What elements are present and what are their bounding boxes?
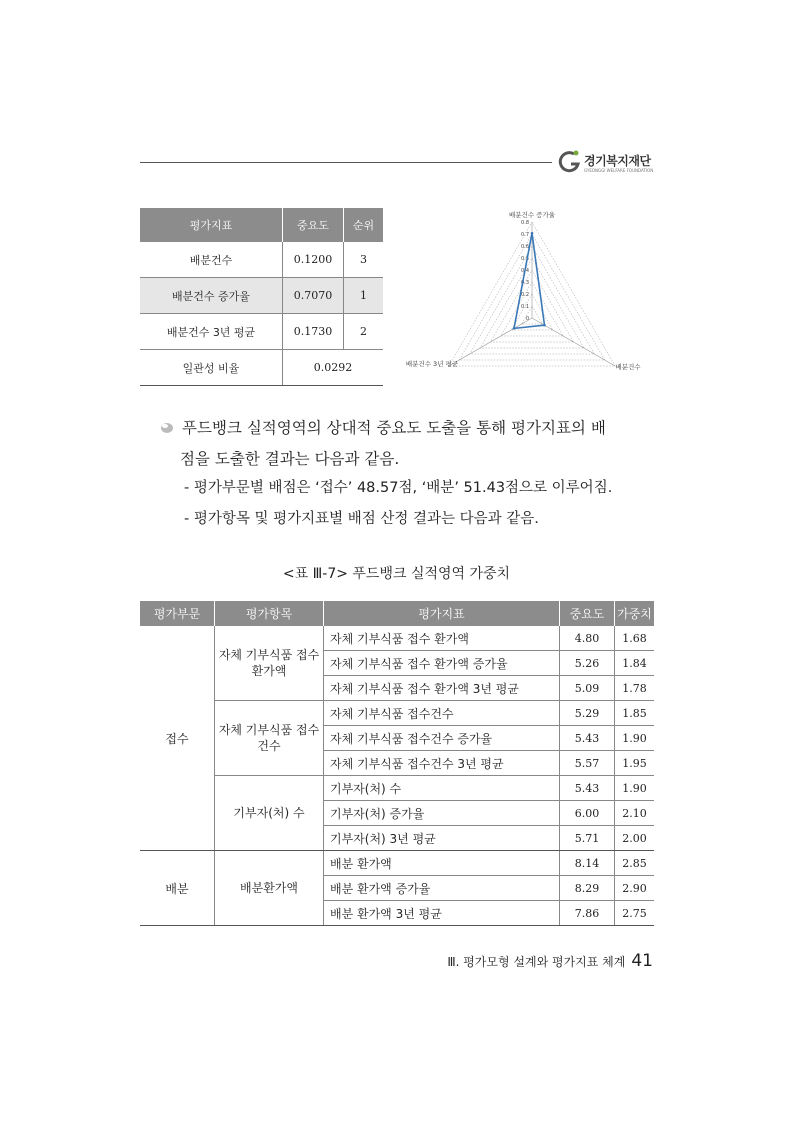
weight-cell: 2.75 bbox=[615, 901, 655, 926]
rank-cell: 1 bbox=[344, 278, 384, 314]
importance-table bbox=[140, 208, 383, 386]
importance-cell: 5.71 bbox=[560, 826, 615, 851]
weight-cell: 1.78 bbox=[615, 676, 655, 701]
importance-cell: 5.43 bbox=[560, 776, 615, 801]
radar-point bbox=[531, 232, 534, 235]
sub-bullet-results: - 평가항목 및 평가지표별 배점 산정 결과는 다음과 같음. bbox=[184, 511, 539, 527]
rank-cell: 3 bbox=[344, 242, 384, 278]
weight-cell: 2.90 bbox=[615, 876, 655, 901]
radar-axis-label-top: 배분건수 증가율 bbox=[508, 211, 556, 219]
weight-cell: 1.68 bbox=[615, 626, 655, 651]
radar-chart bbox=[398, 206, 660, 384]
indicator-cell: 기부자(처) 3년 평균 bbox=[324, 826, 560, 851]
importance-cell: 7.86 bbox=[560, 901, 615, 926]
indicator-cell: 자체 기부식품 접수 환가액 bbox=[324, 626, 560, 651]
radar-tick-label: 0.2 bbox=[521, 292, 529, 298]
item-cell: 자체 기부식품 접수 환가액 bbox=[215, 626, 324, 701]
weight-cell: 1.90 bbox=[615, 726, 655, 751]
section-cell: 배분 bbox=[140, 851, 215, 926]
indicator-cell: 배분건수 3년 평균 bbox=[140, 314, 283, 350]
importance-cell: 5.09 bbox=[560, 676, 615, 701]
foundation-logo bbox=[558, 148, 658, 178]
col-header: 중요도 bbox=[283, 208, 344, 242]
importance-cell: 8.29 bbox=[560, 876, 615, 901]
weight-cell: 1.85 bbox=[615, 701, 655, 726]
radar-point bbox=[513, 327, 516, 330]
item-cell: 자체 기부식품 접수건수 bbox=[215, 701, 324, 776]
item-cell: 기부자(처) 수 bbox=[215, 776, 324, 851]
importance-cell: 6.00 bbox=[560, 801, 615, 826]
col-header: 평가항목 bbox=[215, 601, 324, 626]
consistency-value: 0.0292 bbox=[283, 350, 384, 386]
header-rule bbox=[140, 162, 552, 163]
radar-tick-label: 0.5 bbox=[521, 256, 529, 262]
col-header: 순위 bbox=[344, 208, 384, 242]
indicator-cell: 자체 기부식품 접수건수 증가율 bbox=[324, 726, 560, 751]
table-row bbox=[140, 314, 383, 350]
weight-cell: 1.84 bbox=[615, 651, 655, 676]
radar-tick-label: 0.7 bbox=[521, 232, 529, 238]
logo-text: 경기복지재단 bbox=[584, 154, 651, 168]
importance-cell: 5.43 bbox=[560, 726, 615, 751]
weight-cell: 2.00 bbox=[615, 826, 655, 851]
table-caption: <표 Ⅲ-7> 푸드뱅크 실적영역 가중치 bbox=[282, 566, 511, 582]
radar-axis-line bbox=[449, 318, 532, 366]
radar-grid bbox=[449, 222, 615, 366]
table-row bbox=[140, 278, 383, 314]
indicator-cell: 자체 기부식품 접수 환가액 증가율 bbox=[324, 651, 560, 676]
page-footer bbox=[447, 951, 653, 971]
indicator-cell: 기부자(처) 수 bbox=[324, 776, 560, 801]
radar-tick-label: 0 bbox=[525, 316, 529, 322]
radar-axis-label-left: 배분건수 3년 평균 bbox=[405, 360, 459, 368]
consistency-label: 일관성 비율 bbox=[140, 350, 283, 386]
rank-cell: 2 bbox=[344, 314, 384, 350]
radar-point bbox=[543, 324, 546, 327]
indicator-cell: 자체 기부식품 접수건수 3년 평균 bbox=[324, 751, 560, 776]
radar-axis-label-right: 배분건수 bbox=[615, 363, 641, 371]
indicator-cell: 배분건수 bbox=[140, 242, 283, 278]
importance-cell: 5.57 bbox=[560, 751, 615, 776]
col-header: 중요도 bbox=[560, 601, 615, 626]
importance-cell: 0.1730 bbox=[283, 314, 344, 350]
paragraph-line: 푸드뱅크 실적영역의 상대적 중요도 도출을 통해 평가지표의 배 bbox=[182, 419, 606, 437]
logo-subtext: GYEONGGI WELFARE FOUNDATION bbox=[584, 168, 654, 173]
importance-cell: 0.1200 bbox=[283, 242, 344, 278]
item-cell: 배분환가액 bbox=[215, 851, 324, 926]
importance-cell: 8.14 bbox=[560, 851, 615, 876]
indicator-cell: 자체 기부식품 접수건수 bbox=[324, 701, 560, 726]
indicator-cell: 기부자(처) 증가율 bbox=[324, 801, 560, 826]
radar-tick-label: 0.8 bbox=[521, 220, 529, 226]
col-header: 평가부문 bbox=[140, 601, 215, 626]
importance-cell: 5.26 bbox=[560, 651, 615, 676]
indicator-cell: 자체 기부식품 접수 환가액 3년 평균 bbox=[324, 676, 560, 701]
indicator-cell: 배분건수 증가율 bbox=[140, 278, 283, 314]
sub-bullet-scores: - 평가부문별 배점은 ‘접수’ 48.57점, ‘배분’ 51.43점으로 이루어짐. bbox=[184, 480, 613, 496]
table-row bbox=[140, 776, 654, 801]
weights-table bbox=[140, 601, 654, 926]
indicator-cell: 배분 환가액 3년 평균 bbox=[324, 901, 560, 926]
body-paragraph bbox=[160, 413, 660, 475]
col-header: 평가지표 bbox=[140, 208, 283, 242]
radar-tick-label: 0.6 bbox=[521, 244, 529, 250]
weight-cell: 1.90 bbox=[615, 776, 655, 801]
radar-tick-label: 0.1 bbox=[521, 304, 529, 310]
logo-swirl-icon bbox=[558, 148, 582, 176]
indicator-cell: 배분 환가액 bbox=[324, 851, 560, 876]
consistency-row bbox=[140, 350, 383, 386]
radar-tick-label: 0.3 bbox=[521, 280, 529, 286]
table-row bbox=[140, 851, 654, 876]
radar-tick-label: 0.4 bbox=[521, 268, 529, 274]
footer-chapter-title: Ⅲ. 평가모형 설계와 평가지표 체계 bbox=[447, 955, 626, 969]
table-row bbox=[140, 701, 654, 726]
table-row bbox=[140, 242, 383, 278]
page-number: 41 bbox=[631, 951, 653, 971]
importance-cell: 0.7070 bbox=[283, 278, 344, 314]
importance-cell: 5.29 bbox=[560, 701, 615, 726]
table-row bbox=[140, 626, 654, 651]
col-header: 가중치 bbox=[615, 601, 655, 626]
paragraph-line: 점을 도출한 결과는 다음과 같음. bbox=[180, 450, 400, 468]
bullet-icon bbox=[160, 422, 174, 434]
section-cell: 접수 bbox=[140, 626, 215, 851]
indicator-cell: 배분 환가액 증가율 bbox=[324, 876, 560, 901]
weight-cell: 2.10 bbox=[615, 801, 655, 826]
col-header: 평가지표 bbox=[324, 601, 560, 626]
weight-cell: 1.95 bbox=[615, 751, 655, 776]
weight-cell: 2.85 bbox=[615, 851, 655, 876]
importance-cell: 4.80 bbox=[560, 626, 615, 651]
